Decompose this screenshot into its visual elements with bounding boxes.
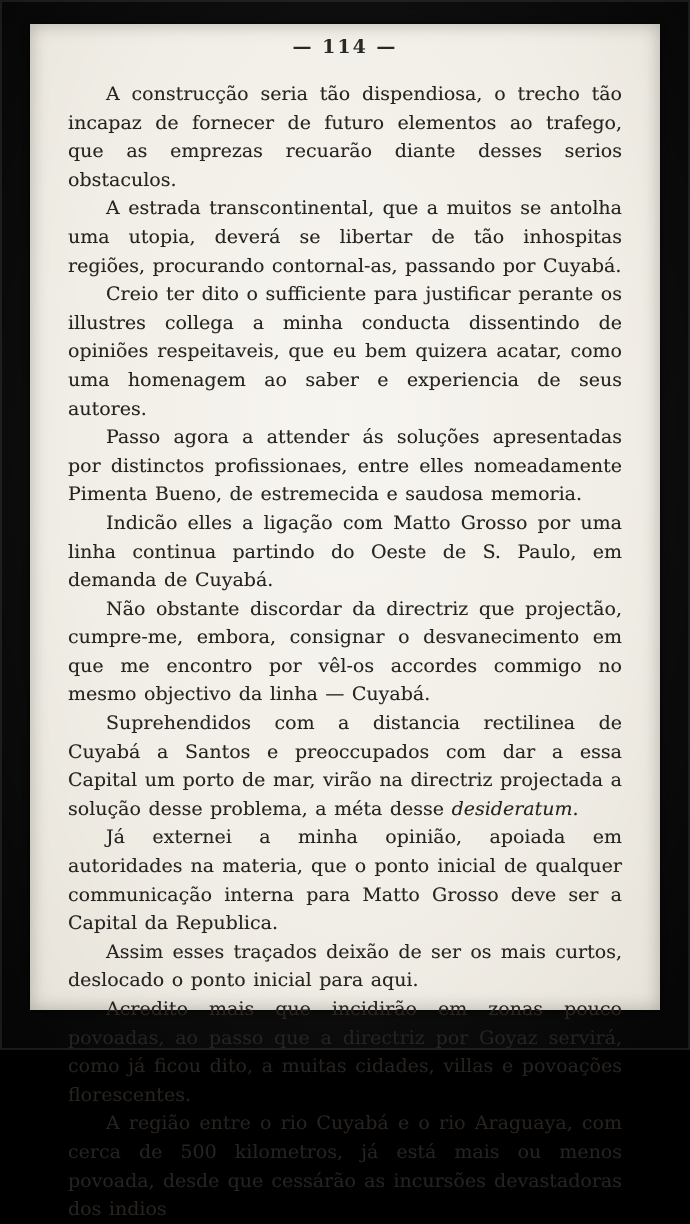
paragraph [68, 823, 622, 937]
paragraph [68, 423, 622, 509]
paragraph [68, 709, 622, 823]
text-segment: Acredito mais que incidirão em zonas pouco povoadas, ao passo que a directriz por Goyaz servirá, como já ficou dito, a muitas cidades, villas e povoações florescentes. [68, 998, 622, 1106]
text-segment: Assim esses traçados deixão de ser os mais curtos, deslocado o ponto inicial para aqui. [68, 940, 622, 992]
text-segment: Suprehendidos com a distancia rectilinea de Cuyabá a Santos e preoccupados com dar a essa Capital um porto de mar, virão na directriz projectada a solução desse problema, a méta desse [68, 712, 622, 820]
paragraph [68, 509, 622, 595]
text-segment: Indicão elles a ligação com Matto Grosso por uma linha continua partindo do Oeste de S. Paulo, em demanda de Cuyabá. [68, 511, 622, 592]
text-segment: A construcção seria tão dispendiosa, o trecho tão incapaz de fornecer de futuro elementos ao trafego, que as emprezas recuarão diante desses serios obstaculos. [68, 83, 622, 191]
book-page [30, 24, 660, 1221]
text-segment: Não obstante discordar da directriz que projectão, cumpre-me, embora, consignar o desvanecimento em que me encontro por vêl-os accordes commigo no mesmo objectivo da linha — Cuyabá. [68, 597, 622, 706]
text-segment: . [572, 797, 579, 820]
paragraph [68, 938, 622, 995]
paragraph [68, 995, 622, 1109]
text-segment: Creio ter dito o sufficiente para justificar perante os illustres collega a minha conducta dissentindo de opiniões respeitaveis, que eu bem quizera acatar, como uma homenagem ao saber e experiencia de seus autores. [68, 283, 622, 420]
text-segment: A região entre o rio Cuyabá e o rio Araguaya, com cerca de 500 kilometros, já está mais ou menos povoada, desde que cessárão as incursões devastadoras dos indios [68, 1112, 622, 1221]
paragraph [68, 80, 622, 194]
text-segment: A estrada transcontinental, que a muitos se antolha uma utopia, deverá se libertar de tão inhospitas regiões, procurando contornal-as, passando por Cuyabá. [68, 197, 622, 277]
text-segment: Passo agora a attender ás soluções apresentadas por distinctos profissionaes, entre elles nomeadamente Pimenta Bueno, de estremecida e saudosa memoria. [68, 426, 622, 506]
text-segment: Já externei a minha opinião, apoiada em autoridades na materia, que o ponto inicial de qualquer communicação interna para Matto Grosso deve ser a Capital da Republica. [68, 826, 622, 935]
paragraph [68, 595, 622, 709]
page-body [30, 58, 660, 1224]
paragraph [68, 194, 622, 280]
paragraph [68, 280, 622, 423]
italic-text: desideratum [451, 797, 573, 820]
paragraph [68, 1109, 622, 1223]
page-number: — 114 — [292, 36, 398, 58]
